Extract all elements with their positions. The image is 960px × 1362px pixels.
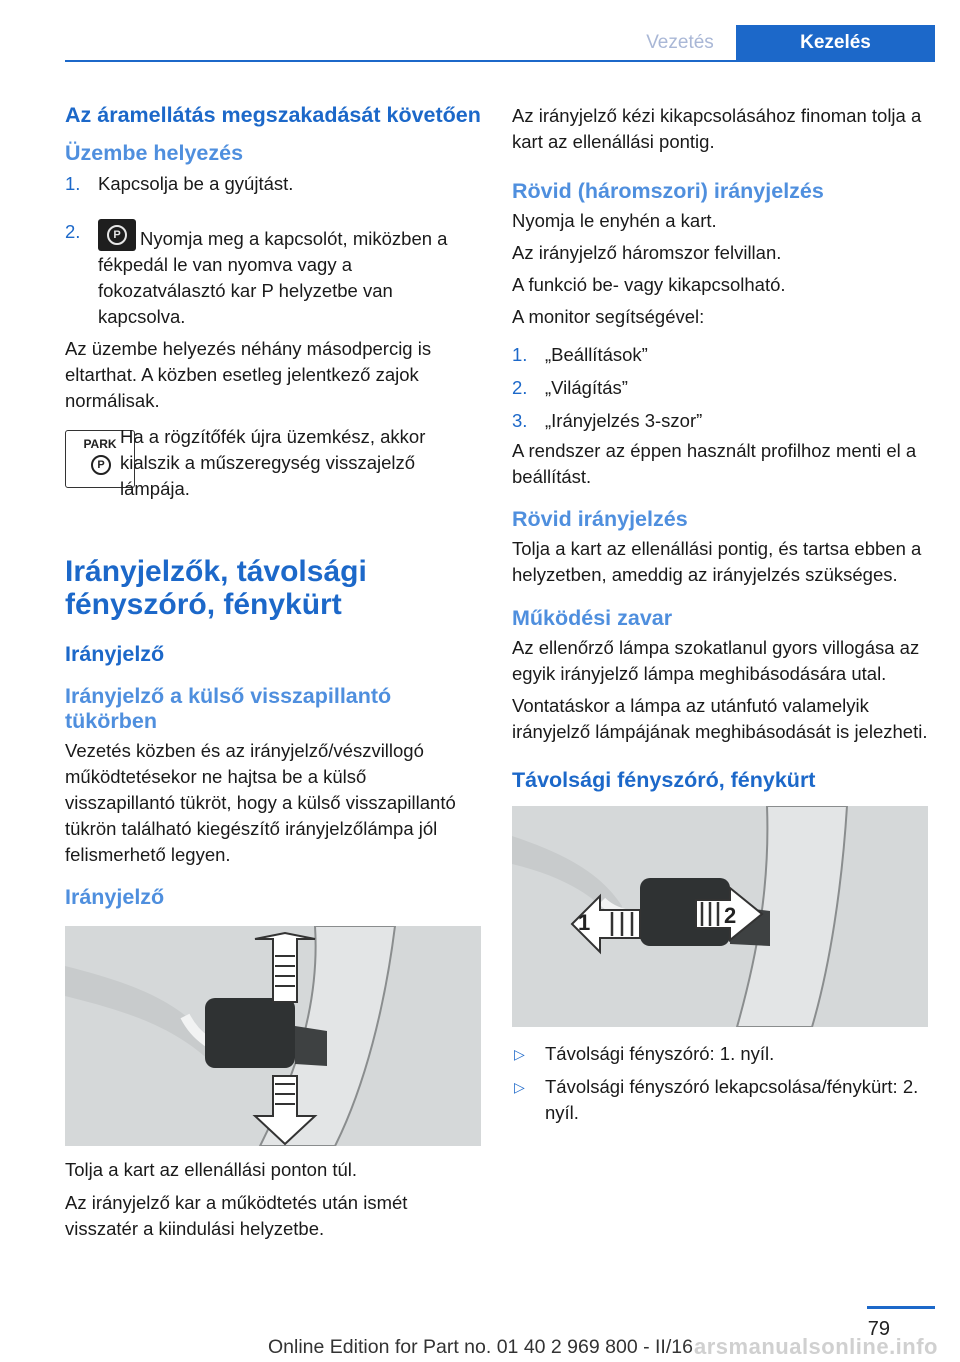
heading-triple-signal: Rövid (háromszori) irányjelzés bbox=[512, 179, 824, 203]
flash-three-text: Az irányjelző háromszor felvillan. bbox=[512, 242, 782, 263]
profile-text: A rendszer az éppen használt profilhoz menti el a beállítást. bbox=[512, 440, 917, 487]
push-lever-text: Tolja a kart az ellenállási ponton túl. bbox=[65, 1159, 358, 1180]
right-column bbox=[512, 100, 928, 1126]
list-item bbox=[65, 219, 481, 330]
footer-divider bbox=[867, 1306, 935, 1309]
edition-text: Online Edition for Part no. 01 40 2 969 800 - II/16 bbox=[268, 1336, 693, 1358]
figure-label-1: 1 bbox=[578, 910, 591, 935]
high-beam-item-2: Távolsági fényszóró lekapcsolása/fénykürt: 2. nyíl. bbox=[545, 1076, 919, 1123]
list-number: 2. bbox=[65, 221, 81, 242]
list-item bbox=[512, 342, 928, 368]
header-tabs bbox=[624, 25, 935, 61]
monitor-steps bbox=[512, 342, 928, 434]
park-label: PARK bbox=[83, 437, 117, 451]
high-beam-lever-figure bbox=[512, 806, 928, 1027]
high-beam-list bbox=[512, 1041, 928, 1126]
short-signal-text: Tolja a kart az ellenállási pontig, és tartsa ebben a helyzetben, ameddig az irányjelzés szükséges. bbox=[512, 538, 922, 585]
list-item bbox=[512, 1041, 928, 1067]
heading-turn-signal: Irányjelző bbox=[65, 642, 165, 666]
heading-after-power-interruption: Az áramellátás megszakadását követően bbox=[65, 103, 481, 127]
menu-path-lighting: „Világítás” bbox=[545, 377, 628, 398]
press-lever-text: Nyomja le enyhén a kart. bbox=[512, 210, 717, 231]
heading-short-signal: Rövid irányjelzés bbox=[512, 507, 688, 531]
bullet-triangle-icon: ▷ bbox=[514, 1046, 525, 1062]
list-text: Kapcsolja be a gyújtást. bbox=[98, 173, 294, 194]
parking-brake-switch-icon bbox=[98, 219, 136, 251]
heading-high-beam: Távolsági fényszóró, fénykürt bbox=[512, 768, 816, 792]
menu-path-settings: „Beállítások” bbox=[545, 344, 648, 365]
menu-path-triple: „Irányjelzés 3-szor” bbox=[545, 410, 703, 431]
mirror-note: Vezetés közben és az irányjelző/vészvillogó működtetésekor ne hajtsa be a külső visszapillantó tükröt, hogy a külső visszapillantó tükrön található kiegészítő irányjelzőlámpa jól felismerhető legyen. bbox=[65, 740, 456, 865]
list-number: 3. bbox=[512, 410, 528, 431]
tab-kezeles[interactable]: Kezelés bbox=[736, 25, 935, 61]
toggle-text: A funkció be- vagy kikapcsolható. bbox=[512, 274, 786, 295]
turn-signal-lever-illustration bbox=[65, 926, 481, 1146]
lever-return-text: Az irányjelző kar a működtetés után ismét visszatér a kiindulási helyzetbe. bbox=[65, 1192, 408, 1239]
high-beam-lever-illustration bbox=[512, 806, 928, 1027]
page-number: 79 bbox=[867, 1318, 890, 1340]
manual-off-text: Az irányjelző kézi kikapcsolásához finoman tolja a kart az ellenállási pontig. bbox=[512, 105, 922, 152]
startup-steps bbox=[65, 171, 481, 330]
malfunction-text-2: Vontatáskor a lámpa az utánfutó valamelyik irányjelző lámpájának meghibásodását is jelezheti. bbox=[512, 695, 928, 742]
heading-mirror-turn-signal: Irányjelző a külső visszapillantó tükörben bbox=[65, 684, 392, 733]
list-number: 2. bbox=[512, 377, 528, 398]
list-item bbox=[512, 408, 928, 434]
left-column bbox=[65, 100, 481, 1242]
turn-signal-lever-figure bbox=[65, 926, 481, 1146]
park-note-text: Ha a rögzítőfék újra üzemkész, akkor kialszik a műszeregység visszajelző lámpája. bbox=[120, 426, 426, 499]
page-footer bbox=[0, 1306, 960, 1362]
bullet-triangle-icon: ▷ bbox=[514, 1079, 525, 1095]
list-text: Nyomja meg a kapcsolót, miközben a fékpedál le van nyomva vagy a fokozatválasztó kar P helyzetbe van kapcsolva. bbox=[98, 228, 448, 327]
list-number: 1. bbox=[512, 344, 528, 365]
figure-label-2: 2 bbox=[724, 903, 737, 928]
park-p-symbol: P bbox=[91, 455, 111, 475]
startup-note: Az üzembe helyezés néhány másodpercig is eltarthat. A közben esetleg jelentkező zajok normálisak. bbox=[65, 338, 432, 411]
list-number: 1. bbox=[65, 173, 81, 194]
malfunction-text-1: Az ellenőrző lámpa szokatlanul gyors villogása az egyik irányjelző lámpa meghibásodására utal. bbox=[512, 637, 920, 684]
monitor-text: A monitor segítségével: bbox=[512, 306, 705, 327]
heading-startup: Üzembe helyezés bbox=[65, 141, 244, 165]
high-beam-item-1: Távolsági fényszóró: 1. nyíl. bbox=[545, 1043, 775, 1064]
park-indicator-note bbox=[65, 424, 481, 504]
watermark: arsmanualsonline.info bbox=[694, 1334, 938, 1359]
heading-turn-signal-2: Irányjelző bbox=[65, 885, 165, 909]
section-title-lights: Irányjelzők, távolsági fényszóró, fénykürt bbox=[65, 555, 367, 621]
list-item bbox=[512, 1074, 928, 1126]
header-divider bbox=[65, 60, 935, 62]
tab-vezetes[interactable]: Vezetés bbox=[646, 32, 714, 53]
p-symbol-icon: P bbox=[107, 225, 127, 245]
heading-malfunction: Működési zavar bbox=[512, 606, 673, 630]
list-item bbox=[512, 375, 928, 401]
list-item bbox=[65, 171, 481, 197]
